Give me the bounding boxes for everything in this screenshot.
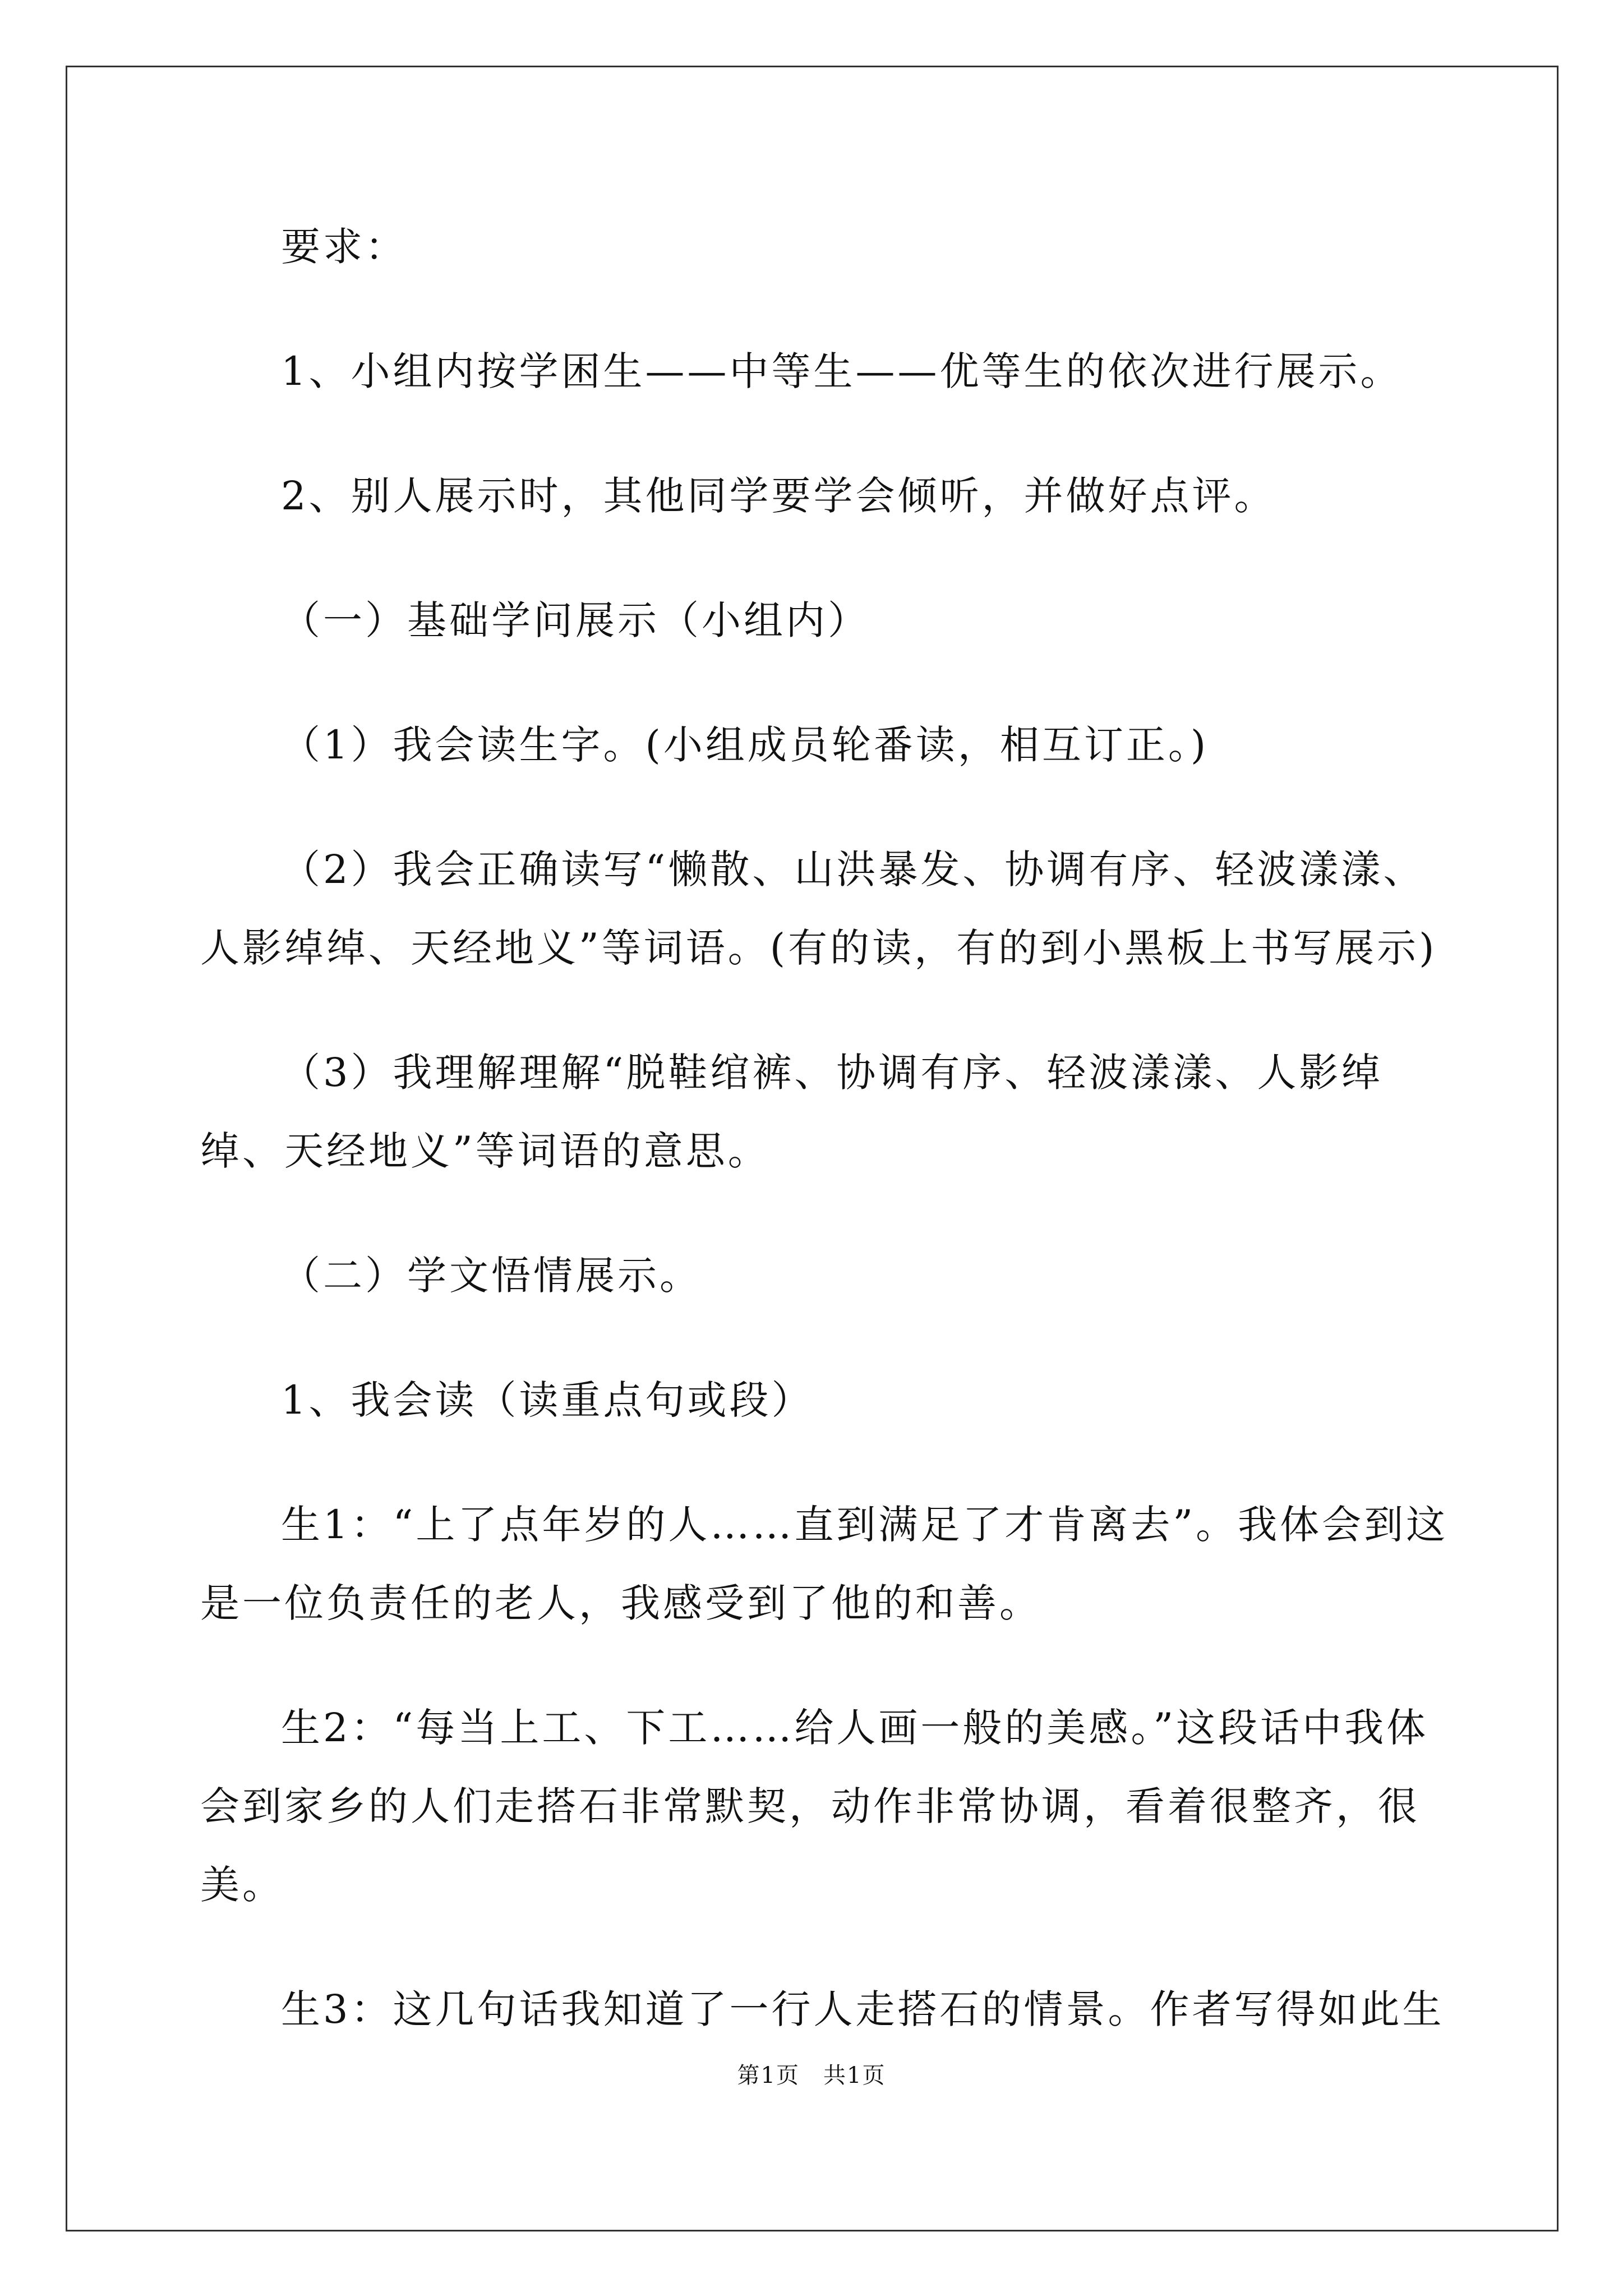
paragraph-sub-1: （1）我会读生字。(小组成员轮番读，相互订正。)	[281, 722, 1209, 768]
paragraph-requirements: 要求：	[281, 224, 407, 270]
paragraph-item-1: 1、小组内按学困生——中等生——优等生的依次进行展示。	[281, 348, 1403, 394]
paragraph-read-task: 1、我会读（读重点句或段）	[281, 1377, 814, 1423]
paragraph-student-1: 生1：“上了点年岁的人……直到满足了才肯离去”。我体会到这是一位负责任的老人，我感受到了他的和善。	[200, 1502, 1449, 1626]
paragraph-item-2: 2、别人展示时，其他同学要学会倾听，并做好点评。	[281, 473, 1276, 519]
paragraph-student-2: 生2：“每当上工、下工……给人画一般的美感。”这段话中我体会到家乡的人们走搭石非常默契，动作非常协调，看着很整齐，很美。	[200, 1705, 1429, 1908]
paragraph-section-2: （二）学文悟情展示。	[281, 1253, 702, 1299]
paragraph-sub-2: （2）我会正确读写“懒散、山洪暴发、协调有序、轻波漾漾、人影绰绰、天经地义”等词语。(有的读，有的到小黑板上书写展示)	[200, 846, 1437, 971]
paragraph-sub-3: （3）我理解理解“脱鞋绾裤、协调有序、轻波漾漾、人影绰绰、天经地义”等词语的意思。	[200, 1050, 1384, 1174]
document-body	[200, 208, 1456, 2049]
paragraph-student-3: 生3：这几句话我知道了一行人走搭石的情景。作者写得如此生	[281, 1986, 1445, 2032]
paragraph-section-1: （一）基础学问展示（小组内）	[281, 597, 870, 643]
page-number-footer: 第1页 共1页	[737, 2063, 886, 2088]
